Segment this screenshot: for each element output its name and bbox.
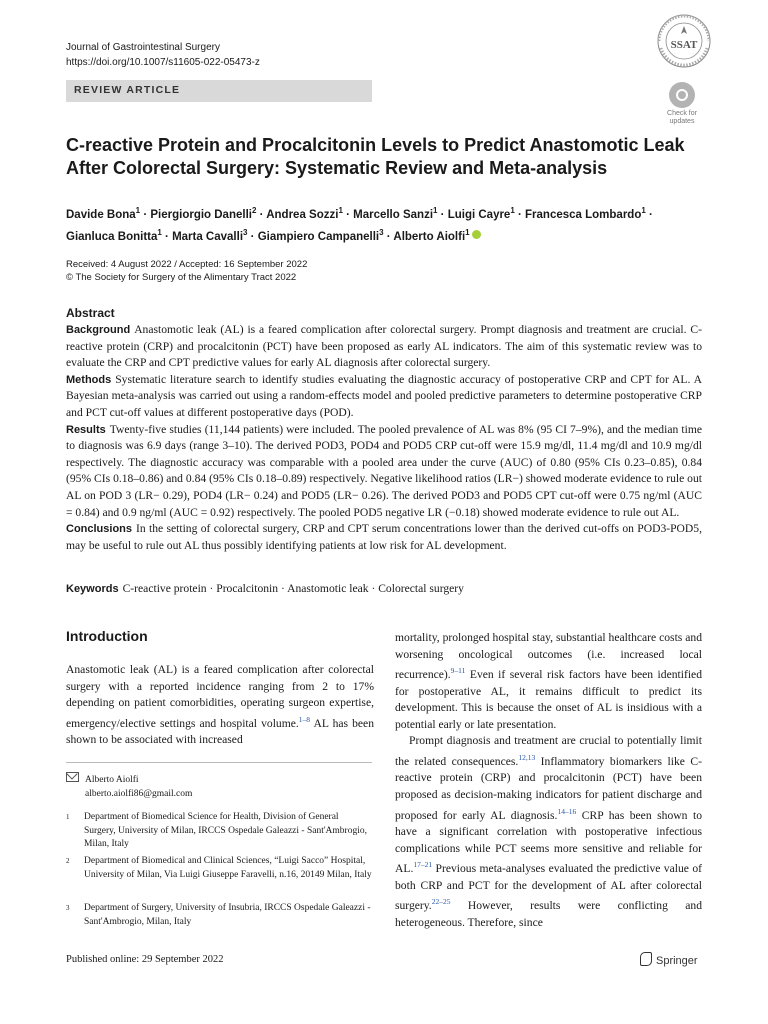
author[interactable]: Marta Cavalli$^3$ (172, 227, 248, 243)
check-for-updates-badge[interactable] (662, 80, 702, 126)
journal-name: Journal of Gastrointestinal Surgery (66, 42, 220, 53)
intro-right-column: mortality, prolonged hospital stay, substantial healthcare costs and worsening oncological outcomes (i.e. increased local recurrence).$^{9-11}$ Even if several risk factors have been identified for postoperative AL, it remains difficult to predict its development. This is because the onset of AL is insidious with a potential early or late presentation. Prompt diagnosis and treatment are crucial to potentially limit the related consequences.$^{12,13}$ Inflammatory biomarkers like C-reactive protein (CRP) and procalcitonin (PCT) have been proposed as decision-making indicators for patient discharge and proposed for early AL diagnosis.$^{14-16}$ CRP has been shown to have a significant correlation with postoperative infectious complications while PCT seems more sensitive and reliable for AL.$^{17-21}$ Previous meta-analyses evaluated the predictive value of both CRP and PCT for the development of AL after colorectal surgery.$^{22-25}$ However, results were conflicting and heterogeneous. Therefore, since (395, 631, 702, 929)
keywords-label: Keywords (66, 583, 119, 595)
springer-horse-icon (640, 952, 652, 966)
citation-link[interactable]: 9–11 (450, 666, 466, 676)
publisher-name: Springer (656, 955, 698, 967)
author[interactable]: Davide Bona$^1$ (66, 206, 141, 221)
article-type-banner (66, 80, 372, 102)
citation-link[interactable]: 1–8 (298, 714, 311, 724)
check-updates-line1: Check for (667, 110, 697, 117)
results-label: Results (66, 423, 106, 436)
affiliation: 3 Department of Surgery, University of Insubria, IRCCS Ospedale Galeazzi - Sant'Ambrogio, Milan, Italy (66, 903, 371, 927)
keywords (66, 582, 464, 595)
background-text: Anastomotic leak (AL) is a feared complication after colorectal surgery. Prompt diagnosis and treatment are crucial. C-reactive protein (CRP) and procalcitonin (PCT) have been proposed as early AL indicators. The aim of this systematic review was to evaluate the CRP and CPT predictive values for early AL diagnosis after colorectal surgery. (66, 323, 702, 370)
citation-link[interactable]: 12,13 (518, 753, 536, 763)
background-label: Background (66, 324, 131, 336)
published-online: Published online: 29 September 2022 (66, 954, 224, 965)
keywords-text: C-reactive protein · Procalcitonin · Anastomotic leak · Colorectal surgery (122, 582, 464, 595)
citation-link[interactable]: 22–25 (431, 897, 451, 907)
received-accepted: Received: 4 August 2022 / Accepted: 16 September 2022 (66, 259, 308, 270)
abstract-heading: Abstract (66, 306, 115, 320)
methods-text: Systematic literature search to identify studies evaluating the diagnostic accuracy of postoperative CRP and CPT for AL. A Bayesian meta-analysis was carried out using a random-effects model and pooled predictive parameters to determine postoperative CRP and PCT cut-off values at different postoperative days (POD). (66, 372, 702, 419)
correspondence (66, 772, 192, 801)
citation-link[interactable]: 17–21 (413, 860, 433, 870)
author[interactable]: Giampiero Campanelli$^3$ (257, 227, 384, 243)
author-list: Davide Bona$^1$ · Piergiorgio Danelli$^2$ · Andrea Sozzi$^1$ · Marcello Sanzi$^1$ · Luigi Cayre$^1$ · Francesca Lombardo$^1$ · Gianluca Bonitta$^1$ · Marta Cavalli$^3$ · Giampiero Campanelli$^3$ · Alberto Aiolfi$^1$ (66, 206, 653, 243)
corresponding-email[interactable]: alberto.aiolfi86@gmail.com (85, 789, 193, 799)
article-title: C-reactive Protein and Procalcitonin Levels to Predict Anastomotic Leak After Colorectal Surgery: Systematic Review and Meta-analysis (66, 135, 685, 178)
author[interactable]: Francesca Lombardo$^1$ (525, 206, 646, 221)
orcid-icon[interactable] (472, 230, 481, 239)
refresh-icon (669, 82, 695, 108)
introduction-heading: Introduction (66, 628, 148, 644)
conclusions-text: In the setting of colorectal surgery, CRP and CPT serum concentrations lower than the derived cut-offs on POD3-POD5, may be useful to rule out AL thus possibly identifying patients at low risk for AL development. (66, 522, 702, 552)
mail-icon (66, 772, 79, 782)
journal-header (66, 40, 260, 70)
intro-left-column: Anastomotic leak (AL) is a feared complication after colorectal surgery with a reported incidence ranging from 2 to 17% depending on patient comorbidities, operating surgeon expertise, emergency/elective settings and hospital volume.$^{1-8}$ AL has been shown to be associated with increased (66, 663, 374, 747)
author[interactable]: Marcello Sanzi$^1$ (353, 206, 438, 221)
author[interactable]: Gianluca Bonitta$^1$ (66, 227, 162, 243)
corresponding-author: Alberto Aiolfi (85, 775, 139, 785)
results-text: Twenty-five studies (11,144 patients) were included. The pooled prevalence of AL was 8% (95 CI 7–9%), and the median time to diagnosis was 6.9 days (range 3–10). The derived POD3, POD4 and POD5 CRP cut-off were 15.9 mg/dl, 11.4 mg/dl and 10.9 mg/dl respectively. The diagnostic accuracy was comparable with a pooled area under the curve (AUC) of 0.80 (95% CIs 0.23–0.85), 0.84 (95% CIs 0.18–0.86) and 0.84 (95% CIs 0.18–0.89) respectively. Negative likelihood ratios (LR−) showed moderate evidence to rule out AL on POD 3 (LR− 0.29), POD4 (LR− 0.24) and POD5 (LR− 0.26). The derived POD3 and POD5 CPT cut-off were 0.75 ng/ml (AUC = 0.84) and 0.9 ng/ml (AUC = 0.92) respectively. The pooled POD5 negative LR (−0.18) showed moderate evidence to rule out AL. (66, 422, 702, 519)
check-updates-line2: updates (669, 118, 695, 125)
doi-link[interactable]: https://doi.org/10.1007/s11605-022-05473-z (66, 57, 260, 68)
footnote-divider (66, 762, 372, 763)
author[interactable]: Andrea Sozzi$^1$ (266, 206, 343, 221)
article-dates (66, 258, 307, 284)
author[interactable]: Alberto Aiolfi$^1$ (393, 227, 470, 243)
abstract-body (66, 322, 702, 554)
author[interactable]: Luigi Cayre$^1$ (447, 206, 515, 221)
society-seal-icon (655, 12, 713, 70)
citation-link[interactable]: 14–16 (557, 806, 577, 816)
conclusions-label: Conclusions (66, 523, 133, 536)
publisher-logo (640, 952, 698, 967)
affiliation: 1 Department of Biomedical Science for Health, Division of General Surgery, University of Milan, IRCCS Ospedale Galeazzi - Sant'Ambrogio, Milan, Italy (66, 812, 367, 850)
article-type-label: REVIEW ARTICLE (74, 84, 181, 96)
society-logo (655, 12, 713, 70)
affiliation: 2 Department of Biomedical and Clinical Sciences, “Luigi Sacco” Hospital, University of Milan, Via Luigi Giuseppe Faravelli, n.16, 20149 Milan, Italy (66, 856, 372, 880)
author[interactable]: Piergiorgio Danelli$^2$ (150, 206, 257, 221)
methods-label: Methods (66, 373, 112, 386)
copyright: © The Society for Surgery of the Alimentary Tract 2022 (66, 272, 297, 283)
logo-text: SSAT (670, 39, 698, 51)
